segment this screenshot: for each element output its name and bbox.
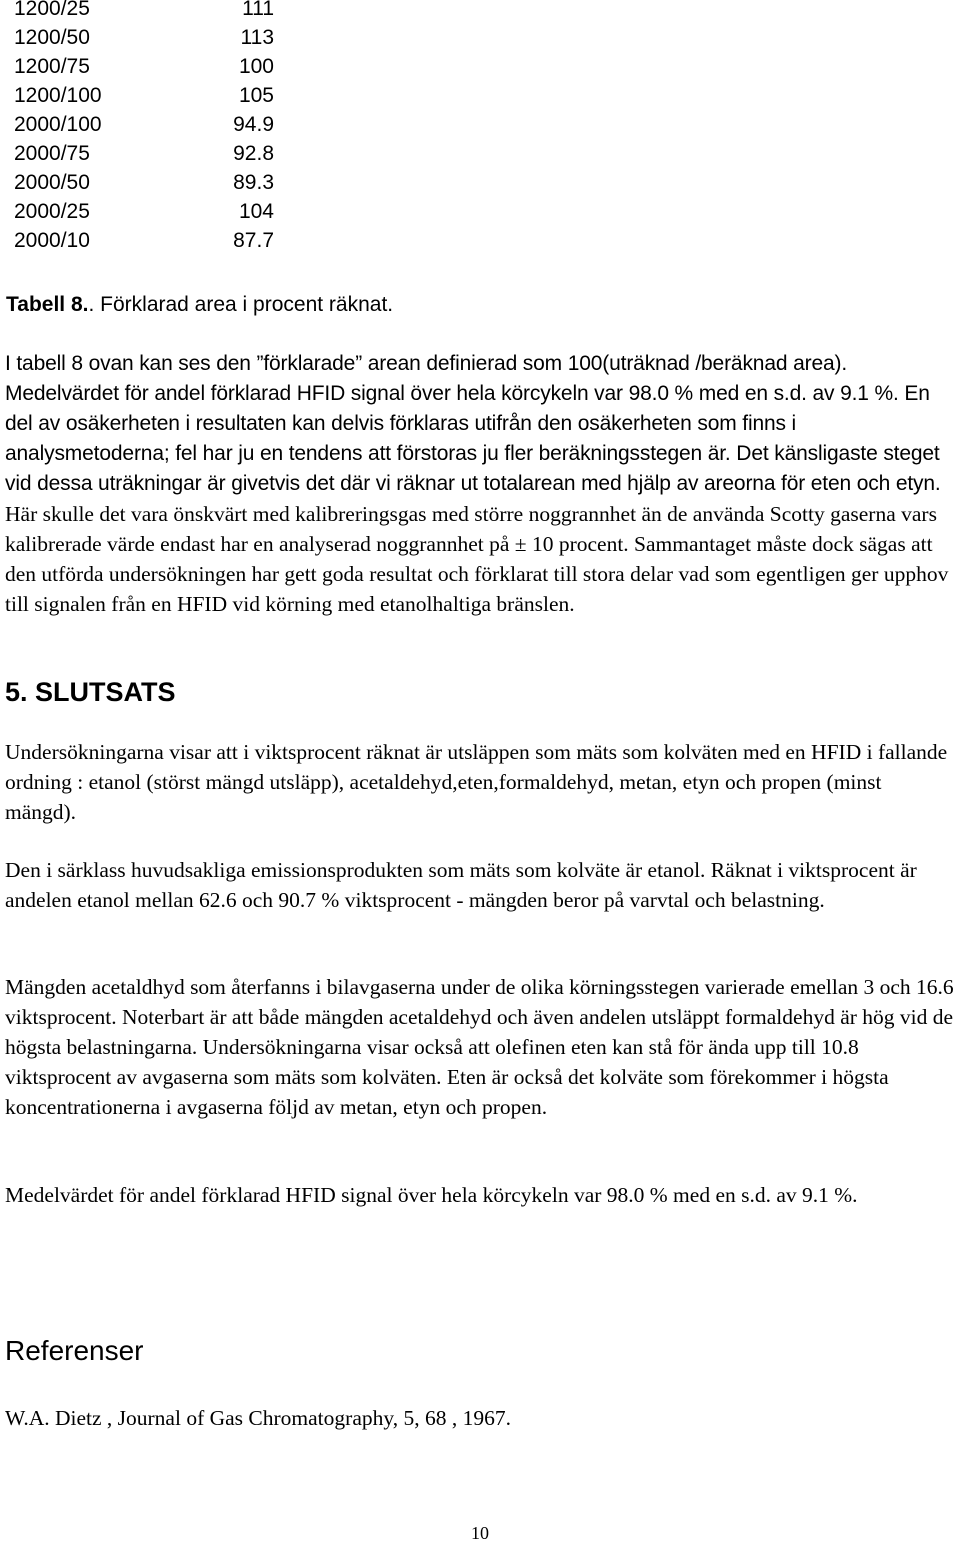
table-row bbox=[14, 52, 314, 81]
table-cell-value: 100 bbox=[238, 55, 274, 78]
table-cell-label: 2000/25 bbox=[14, 200, 90, 223]
table-cell-label: 2000/100 bbox=[14, 113, 102, 136]
table-cell-label: 2000/75 bbox=[14, 142, 90, 165]
table-caption-text: . Förklarad area i procent räknat. bbox=[88, 293, 394, 316]
reference-item: W.A. Dietz , Journal of Gas Chromatography, 5, 68 , 1967. bbox=[5, 1406, 511, 1430]
table-row bbox=[14, 23, 314, 52]
table-cell-value: 92.8 bbox=[233, 142, 274, 165]
conclusion-paragraph: Undersökningarna visar att i viktsprocent räknat är utsläppen som mäts som kolväten med en HFID i fallande ordning : etanol (störst mängd utsläpp), acetaldehyd,eten,formaldehyd, metan, etyn och propen (minst mängd). bbox=[5, 740, 948, 824]
table-cell-value: 113 bbox=[240, 26, 274, 49]
table-caption-label: Tabell 8. bbox=[6, 293, 89, 316]
page-number: 10 bbox=[471, 1523, 489, 1543]
table-cell-value: 105 bbox=[238, 84, 274, 107]
section-heading: 5. SLUTSATS bbox=[5, 677, 176, 707]
conclusion-paragraph: Mängden acetaldhyd som återfanns i bilavgaserna under de olika körningsstegen varierade emellan 3 och 16.6 viktsprocent. Noterbart är att både mängden acetaldehyd och även andelen utsläppt formaldehyd är hög vid de högsta belastningarna. Undersökningarna visar också att olefinen eten kan stå för ända upp till 10.8 viktsprocent av avgaserna som mäts som kolväten. Eten är också det kolväte som förekommer i högsta koncentrationerna i avgaserna följd av metan, etyn och propen. bbox=[5, 975, 954, 1119]
table-row bbox=[14, 81, 314, 110]
data-table bbox=[14, 0, 314, 255]
table-cell-label: 1200/100 bbox=[14, 84, 102, 107]
table-cell-value: 111 bbox=[242, 0, 274, 20]
table-row bbox=[14, 168, 314, 197]
table-cell-label: 2000/50 bbox=[14, 171, 90, 194]
table-cell-value: 104 bbox=[238, 200, 274, 223]
table-cell-value: 89.3 bbox=[233, 171, 274, 194]
table-row bbox=[14, 0, 314, 23]
conclusion-paragraph: Den i särklass huvudsakliga emissionsprodukten som mäts som kolväte är etanol. Räknat i viktsprocent är andelen etanol mellan 62.6 och 90.7 % viktsprocent - mängden beror på varvtal och belastning. bbox=[5, 858, 917, 912]
discussion-text-serif: Här skulle det vara önskvärt med kalibreringsgas med större noggrannhet än de använda Scotty gaserna vars kalibrerade värde endast har en analyserad noggrannhet på ± 10 procent. Sammantaget måste dock sägas att den utförda undersökningen har gett goda resultat och förklarat till stora delar vad som egentligen ger upphov till signalen från en HFID vid körning med etanolhaltiga bränslen. bbox=[5, 502, 949, 616]
discussion-text-sans: I tabell 8 ovan kan ses den ”förklarade” arean definierad som 100(uträknad /beräknad area). Medelvärdet för andel förklarad HFID signal över hela körcykeln var 98.0 % med en s.d. av 9.1 %. En del av osäkerheten i resultaten kan delvis förklaras utifrån den osäkerheten som finns i analysmetoderna; fel har ju en tendens att förstoras ju fler beräkningsstegen är. Det känsligaste steget vid dessa uträkningar är givetvis det där vi räknar ut totalarean med hjälp av areorna för eten och etyn. bbox=[5, 352, 941, 495]
table-cell-value: 94.9 bbox=[233, 113, 274, 136]
table-row bbox=[14, 110, 314, 139]
table-cell-value: 87.7 bbox=[233, 229, 274, 252]
table-cell-label: 1200/75 bbox=[14, 55, 90, 78]
table-cell-label: 2000/10 bbox=[14, 229, 90, 252]
discussion-paragraph bbox=[5, 349, 957, 619]
conclusion-paragraph: Medelvärdet för andel förklarad HFID signal över hela körcykeln var 98.0 % med en s.d. av 9.1 %. bbox=[5, 1183, 858, 1207]
table-cell-label: 1200/25 bbox=[14, 0, 90, 20]
table-row bbox=[14, 226, 314, 255]
table-row bbox=[14, 197, 314, 226]
table-cell-label: 1200/50 bbox=[14, 26, 90, 49]
references-heading: Referenser bbox=[5, 1335, 144, 1366]
table-caption bbox=[6, 290, 393, 320]
table-row bbox=[14, 139, 314, 168]
